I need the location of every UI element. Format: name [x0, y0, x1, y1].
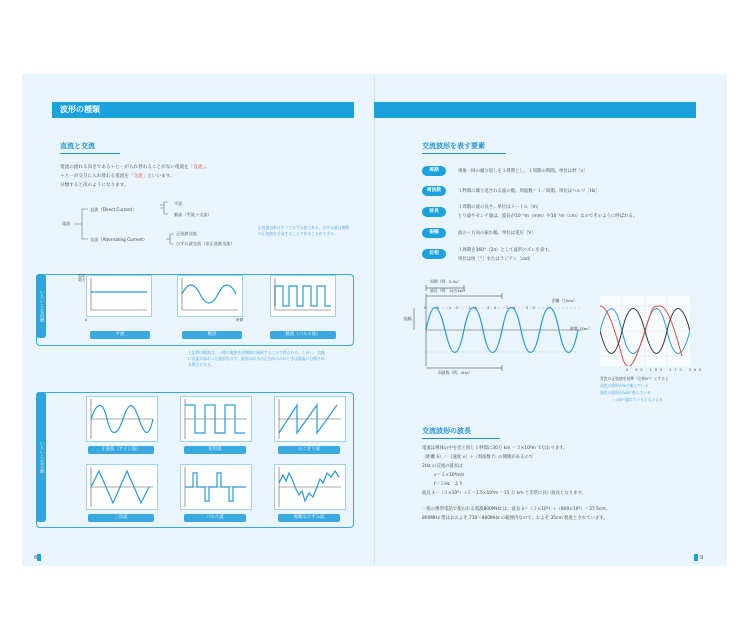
- chart-pulsating-dc: [177, 275, 243, 317]
- tree-dc: 直流（Direct Current）: [90, 207, 137, 212]
- intro-line-1: 電流の流れる向きである＋と－が入れ替わることがない電流を「直流」、: [60, 165, 210, 170]
- time-label: 時間（Sec）: [570, 326, 593, 331]
- caption-sine: 正弦波（サイン波）: [88, 446, 154, 454]
- caption-sawtooth: のこぎり波: [278, 446, 340, 454]
- wl-line-4: v＝３×10⁸m/s: [434, 473, 465, 478]
- distance-label: 距離（万km）: [552, 298, 577, 303]
- left-heading: 直流と交流: [60, 141, 120, 154]
- wavelength-label: 波長（例：15万km）: [430, 288, 468, 293]
- desc-wavelength-2: とり波やセンチ波は、波長が10⁻²m（mm）や10⁻¹m（cm）なのでそのように呼ばれる。: [458, 214, 638, 219]
- period-label: 周期（例：0.5s）: [430, 279, 461, 284]
- chart-pulse-dc: [270, 275, 336, 317]
- tree-dc-item-2: 脈流（平流＋交流）: [174, 212, 212, 217]
- axis-time: 時間: [236, 318, 244, 322]
- page-spread: [22, 74, 727, 566]
- chart-flat-dc: [86, 275, 152, 317]
- tree-root: 電流: [62, 221, 71, 226]
- intro-line-2: ＋と－が交互に入れ替わる電流を「交流」といいます。: [60, 174, 175, 179]
- wl-line-5: f＝２Hz より: [434, 482, 464, 487]
- wl-line-1: 電流は導体の中を光と同じ１秒間に30万 km ＝３×10⁸m で伝わります。: [422, 446, 568, 451]
- gutter: [374, 74, 375, 566]
- desc-frequency: １秒間に繰り返される波の数。周波数＝１／周期。単位はヘルツ［Hz］: [458, 189, 600, 194]
- tree-ac-item-2: ひずみ波交流（非正弦波交流）: [176, 241, 235, 246]
- tree-dc-item-1: 平流: [174, 201, 183, 206]
- caption-distorted: 複雑なひずみ波: [278, 514, 340, 522]
- chart-pulse-ac: [180, 464, 252, 510]
- wl-line-7: 一般の携帯電話で使われる電波800MHz は、波長 λ＝（３×10⁸）÷（800×10⁶）＝37.5cm。: [422, 507, 610, 512]
- chart-triangle: [86, 464, 158, 510]
- right-heading: 交流波形を表す要素: [422, 141, 506, 154]
- caption-pulsating: 脈流: [182, 331, 242, 339]
- wl-line-6: 波長 λ＝（３×10⁸）÷２＝1.5×10⁸m ＝15 万 km と非常に長い波長となります。: [422, 491, 586, 496]
- wl-line-2: （距離 λ）＝（速度 v）÷（周波数 f）の関係があるので: [422, 455, 534, 460]
- wave-element-diagram: [400, 280, 593, 376]
- label-amplitude: 振幅: [422, 228, 446, 238]
- chart-distorted: [274, 464, 346, 510]
- distance-ticks: 0 5 10 15 20 25 30: [424, 306, 540, 310]
- chart-square: [180, 396, 252, 442]
- ac-group-label: いろいろな交流: [36, 392, 46, 522]
- phase-black-note: 黒色の波形が180°進んでいる: [600, 390, 651, 395]
- caption-pulse-ac: パルス波: [184, 514, 246, 522]
- desc-wavelength: １周期の波の長さ。単位はメートル［m］: [458, 205, 542, 210]
- label-period: 周期: [422, 166, 446, 176]
- phase-diagram: [600, 296, 690, 366]
- dc-note: 上記例の脈流は、一様の電流を周期的に断続することで得られる。しかし、交流に直流が加わった波形なので、波形の向きが正方向のみのときは脈流に分類される場合となる。: [188, 350, 325, 367]
- chart-sine: [86, 396, 158, 442]
- amplitude-label: 振幅: [404, 316, 412, 321]
- title-bar-right: [374, 102, 696, 118]
- caption-flat: 平流: [90, 331, 150, 339]
- chart-sawtooth: [274, 396, 346, 442]
- tree-ac-item-1: 正弦波交流: [176, 231, 197, 236]
- label-wavelength: 波長: [422, 207, 446, 217]
- phase-ticks: 0 90 180 270 360: [626, 368, 705, 372]
- page-number-right: 9: [694, 554, 703, 561]
- axis-label: 電流 電圧: [78, 274, 85, 282]
- tree-ac: 交流（Alternating Current）: [90, 237, 148, 242]
- label-frequency: 周波数: [422, 186, 446, 196]
- desc-amplitude: 波の＋方向の振れ幅。単位は電圧［V］: [458, 231, 536, 236]
- caption-pulse-dc: 脈流（パルス波）: [270, 331, 336, 339]
- label-phase: 位相: [422, 249, 446, 259]
- frequency-label: 周波数（例：2Hz）: [438, 370, 472, 375]
- wl-line-8: 800MHz 帯はおおよそ 710～960MHz の範囲内なので、およそ 35cm 程度とされています。: [422, 516, 608, 521]
- section-title: 波形の種類: [60, 105, 100, 114]
- desc-phase-2: 単位は度［°］またはラジアン［rad］: [458, 257, 534, 262]
- dc-group-label: いろいろな直流: [36, 274, 46, 338]
- phase-black-note-2: ＝180°遅れているともいえる: [612, 397, 663, 402]
- phase-red-note: 赤色の波形が90°進んでいる: [600, 383, 649, 388]
- desc-period: 事象一回の繰り返しを１周期とし、１周期の時間。単位は秒［s］: [458, 169, 588, 174]
- wl-line-3: 2Hz の交流の波長は: [422, 464, 463, 469]
- caption-triangle: 三角波: [88, 514, 154, 522]
- wavelength-heading: 交流波形の波長: [422, 426, 500, 439]
- phase-note: 青色の正弦波を基準（位相0°）とすると: [600, 376, 669, 381]
- desc-phase: １周期を360°（2π）として波形のズレを表す。: [458, 248, 553, 253]
- intro-line-3: 分類すると次のようになります。: [60, 183, 129, 188]
- axis-zero: 0: [85, 318, 88, 322]
- caption-square: 矩形波: [184, 446, 246, 454]
- page-number-left: 8: [34, 554, 43, 561]
- tree-note: 正弦波以外はすべてひずみ波である。ひずみ波は複数の正弦波を合成することで作ることができる。: [258, 225, 350, 236]
